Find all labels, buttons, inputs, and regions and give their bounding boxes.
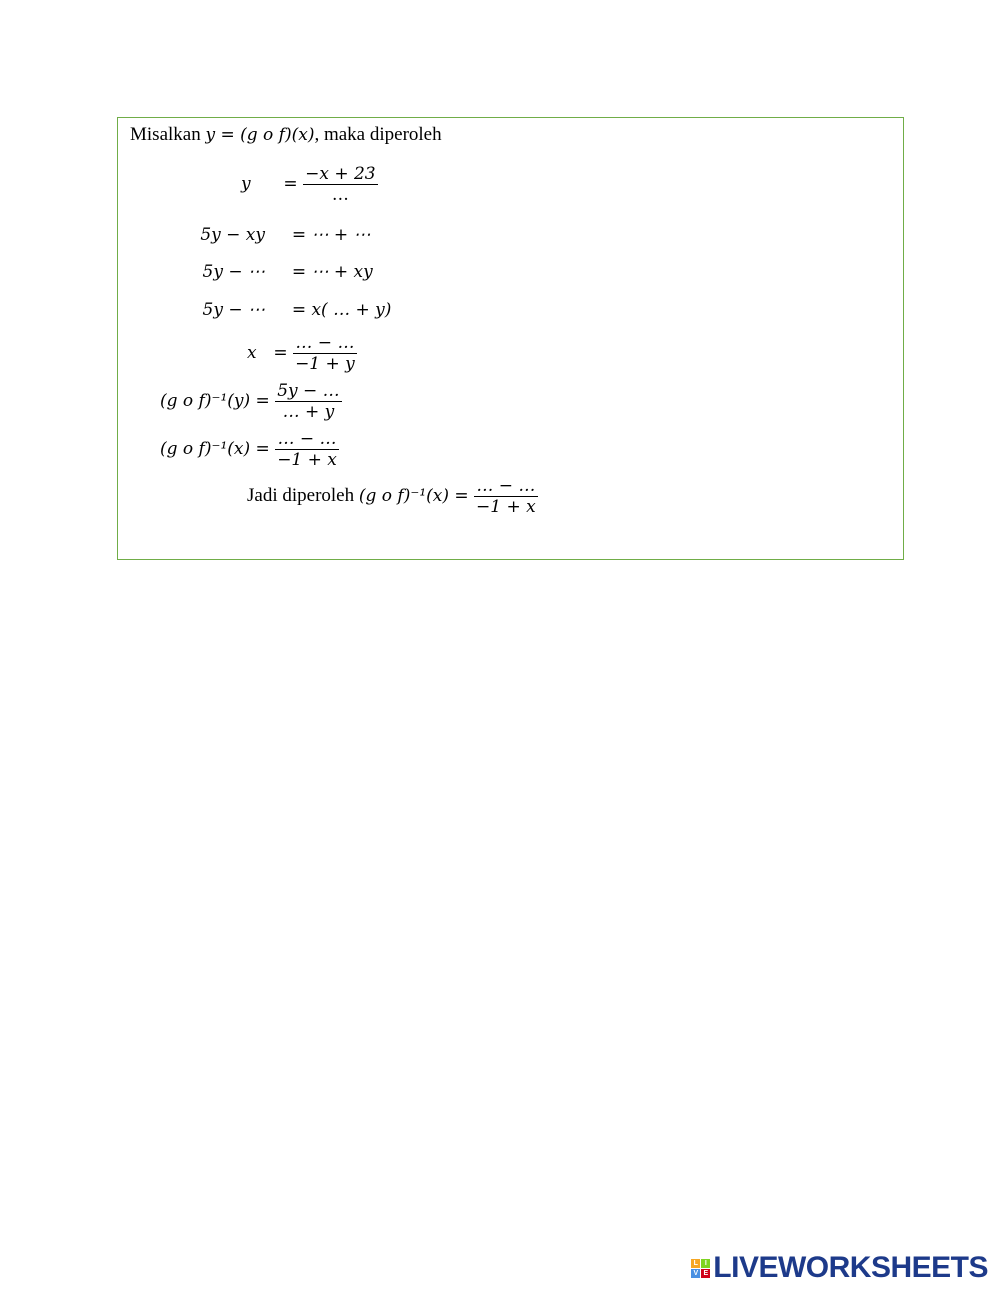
intro-prefix: Misalkan — [130, 124, 206, 145]
logo-mark-cell: L — [691, 1259, 700, 1268]
line-5-lhs: x — [247, 343, 257, 363]
line-5-numerator: … − … — [295, 333, 355, 353]
line-7-denominator: −1 + x — [277, 450, 337, 470]
equation-line-6 — [160, 381, 342, 422]
worksheet-box — [117, 117, 904, 560]
equation-line-7 — [160, 429, 339, 470]
logo-mark-icon — [691, 1259, 710, 1278]
logo-text: LIVEWORKSHEETS — [713, 1251, 988, 1284]
line-5-fraction — [293, 333, 357, 374]
conclusion-text: Jadi diperoleh — [247, 485, 359, 506]
logo-mark-cell: E — [701, 1269, 710, 1278]
conclusion-denominator: −1 + x — [476, 497, 536, 517]
intro-line — [130, 124, 442, 146]
line-4-lhs: 5y − ⋯ — [202, 300, 265, 320]
line-1-lhs: y — [241, 174, 251, 194]
line-6-denominator: … + y — [275, 401, 341, 422]
line-7-fraction — [275, 429, 339, 470]
logo-mark-cell: V — [691, 1269, 700, 1278]
conclusion-expression: (g o f)⁻¹(x) = — [358, 486, 469, 506]
equation-line-2 — [185, 225, 371, 245]
line-6-lhs: (g o f)⁻¹(y) = — [160, 391, 270, 411]
equation-line-5 — [247, 333, 357, 374]
logo-mark-cell: I — [701, 1259, 710, 1268]
line-5-equals: = — [273, 343, 288, 363]
equation-line-1 — [241, 164, 378, 205]
line-4-rhs: = x( … + y) — [291, 300, 392, 320]
equation-line-4 — [185, 300, 391, 320]
line-7-lhs: (g o f)⁻¹(x) = — [160, 439, 270, 459]
line-3-lhs: 5y − ⋯ — [202, 262, 265, 282]
intro-expression: y = (g o f)(x) — [205, 125, 315, 145]
line-1-numerator: −x + 23 — [305, 164, 376, 184]
line-2-rhs: = ⋯ + ⋯ — [291, 225, 371, 245]
conclusion-fraction — [474, 476, 538, 517]
line-6-numerator: 5y − … — [277, 381, 340, 401]
intro-suffix: , maka diperoleh — [314, 124, 442, 145]
line-1-fraction — [303, 164, 378, 205]
line-1-equals: = — [283, 174, 298, 194]
liveworksheets-logo — [691, 1250, 988, 1286]
line-2-lhs: 5y − xy — [200, 225, 265, 245]
line-1-denominator: … — [303, 184, 378, 205]
conclusion-line — [247, 476, 538, 517]
line-5-denominator: −1 + y — [295, 354, 355, 374]
line-3-rhs: = ⋯ + xy — [291, 262, 373, 282]
conclusion-numerator: … − … — [476, 476, 536, 496]
equation-line-3 — [185, 262, 373, 282]
line-6-fraction — [275, 381, 341, 422]
line-7-numerator: … − … — [277, 429, 337, 449]
